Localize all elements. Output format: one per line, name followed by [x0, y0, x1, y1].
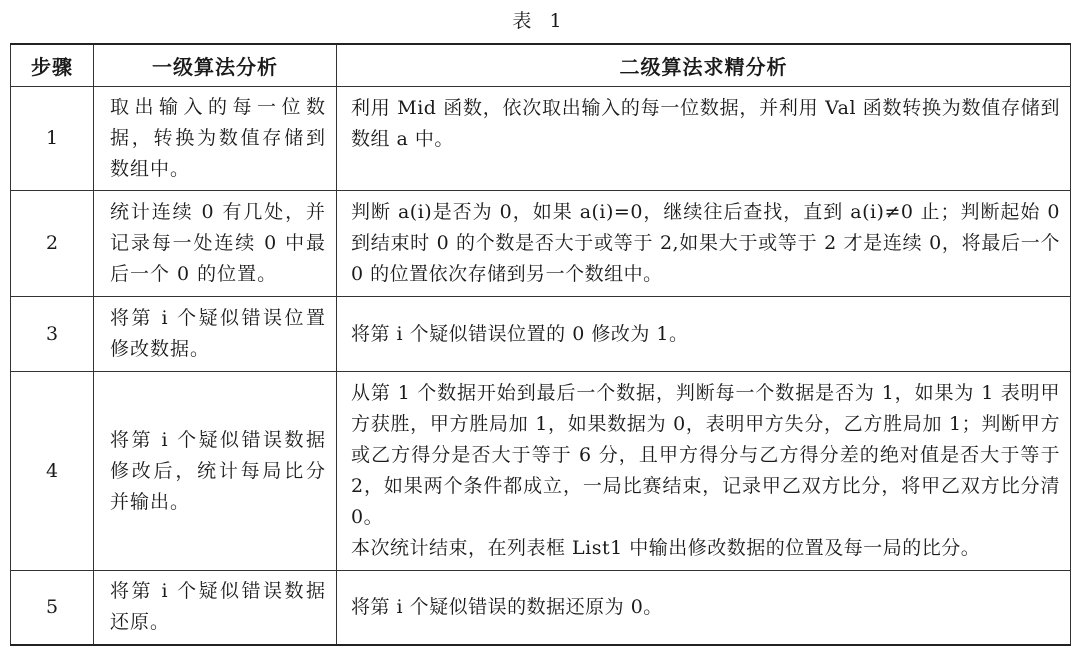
table-caption: 表 1: [512, 10, 568, 32]
step-number: 1: [11, 87, 94, 191]
header-row: [11, 44, 1071, 87]
step-number: 3: [11, 297, 94, 372]
step-number: 2: [11, 191, 94, 297]
level2-cell: [337, 571, 1071, 645]
level2-cell: [337, 87, 1071, 191]
level2-paragraph: 本次统计结束，在列表框 List1 中输出修改数据的位置及每一局的比分。: [351, 537, 981, 559]
level2-paragraph: 利用 Mid 函数，依次取出输入的每一位数据，并利用 Val 函数转换为数值存储到数组 a 中。: [351, 97, 1060, 150]
table-row: [11, 571, 1071, 645]
level1-cell: 统计连续 0 有几处，并记录每一处连续 0 中最后一个 0 的位置。: [94, 191, 337, 297]
level2-paragraph: 将第 i 个疑似错误的数据还原为 0。: [351, 595, 663, 618]
level2-cell: [337, 297, 1071, 372]
level1-cell: 将第 i 个疑似错误数据还原。: [94, 571, 337, 645]
table-row: [11, 297, 1071, 372]
level2-cell: [337, 191, 1071, 297]
level1-cell: 将第 i 个疑似错误位置修改数据。: [94, 297, 337, 372]
algorithm-table: [10, 43, 1071, 646]
level2-cell: [337, 372, 1071, 571]
header-level2-refinement: 二级算法求精分析: [337, 44, 1071, 87]
step-number: 5: [11, 571, 94, 645]
level1-cell: 将第 i 个疑似错误数据修改后，统计每局比分并输出。: [94, 372, 337, 571]
table-row: [11, 191, 1071, 297]
header-level1-analysis: 一级算法分析: [94, 44, 337, 87]
level2-paragraph: 判断 a(i)是否为 0，如果 a(i)=0，继续往后查找，直到 a(i)≠0 止；判断起始 0 到结束时 0 的个数是否大于或等于 2,如果大于或等于 2 才是连续 0，将最后一个 0 的位置依次存储到另一个数组中。: [351, 201, 1060, 285]
level2-paragraph: 将第 i 个疑似错误位置的 0 修改为 1。: [351, 322, 689, 345]
header-step: 步骤: [11, 44, 94, 87]
level1-cell: 取出输入的每一位数据，转换为数值存储到数组中。: [94, 87, 337, 191]
table-row: [11, 87, 1071, 191]
level2-paragraph: 从第 1 个数据开始到最后一个数据，判断每一个数据是否为 1，如果为 1 表明甲方获胜，甲方胜局加 1，如果数据为 0，表明甲方失分，乙方胜局加 1；判断甲方或乙方得分是否大于等于 6 分，且甲方得分与乙方得分差的绝对值是否大于等于 2，如果两个条件都成立，一局比赛结束，记录甲乙双方比分，将甲乙双方比分清 0。: [351, 382, 1060, 528]
step-number: 4: [11, 372, 94, 571]
table-row: [11, 372, 1071, 571]
